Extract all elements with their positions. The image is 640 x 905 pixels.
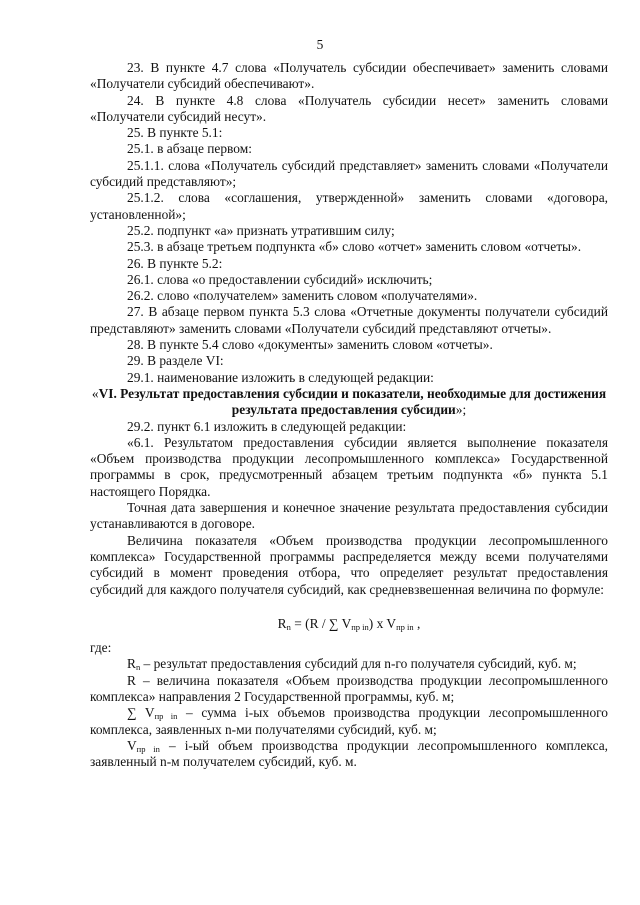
formula-lhs: R (277, 615, 287, 631)
definition-r (90, 673, 608, 706)
heading-open-quote: « (91, 385, 99, 401)
definition-text: – результат предоставления субсидий для n-го получателя субсидий, куб. м; (140, 656, 577, 672)
paragraph-6-1: «6.1. Результатом предоставления субсидии является выполнение показателя «Объем производства продукции лесопромышленного комплекса» Государственной программы в срок, предусмотренный абзацем третьим подпункта «б» пункта 5.1 настоящего Порядка. (90, 434, 608, 499)
paragraph-24: 24. В пункте 4.8 слова «Получатель субсидии несет» заменить словами «Получатели субсидий несут». (90, 92, 608, 124)
paragraph-25: 25. В пункте 5.1: (127, 125, 223, 141)
definition-symbol-sub: n (135, 662, 141, 673)
paragraph-29-1: 29.1. наименование изложить в следующей редакции: (127, 369, 434, 385)
definition-symbol: R (127, 672, 136, 688)
definition-rn (90, 656, 608, 672)
definition-symbol: ∑ V (127, 705, 155, 721)
formula-end: , (413, 615, 421, 631)
page-number: 5 (316, 37, 324, 52)
definition-sum-v (90, 705, 608, 738)
paragraph-25-1-2: 25.1.2. слова «соглашения, утвержденной» заменить словами «договора, установленной»; (90, 190, 608, 222)
definition-v (90, 738, 608, 771)
paragraph-29: 29. В разделе VI: (127, 353, 224, 369)
paragraph-25-1-1: 25.1.1. слова «Получатель субсидий представляет» заменить словами «Получатели субсидий представляют»; (90, 157, 608, 190)
paragraph-25-3: 25.3. в абзаце третьем подпункта «б» слово «отчет» заменить словом «отчеты». (127, 239, 582, 255)
definition-text: – i-ый объем производства продукции лесопромышленного комплекса, заявленный n-м получателем субсидий, куб. м. (90, 737, 608, 770)
definition-symbol: R (127, 656, 136, 672)
paragraph-indicator-value: Величина показателя «Объем производства продукции лесопромышленного комплекса» Государственной программы распределяется между всеми получателями субсидий в момент проведения отбора, что определяет результат предоставления субсидий для каждого получателя субсидий, как средневзвешенная величина по формуле: (90, 532, 608, 597)
document-body (90, 60, 608, 770)
paragraph-26-1: 26.1. слова «о предоставлении субсидий» исключить; (127, 271, 433, 287)
where-label: где: (90, 640, 112, 656)
formula (90, 616, 608, 632)
formula-sum-sub: пр in (351, 621, 369, 632)
paragraph-27: 27. В абзаце первом пункта 5.3 слова «Отчетные документы получатели субсидий представляют» заменить словами «Получатели субсидий представляют отчеты». (90, 304, 608, 336)
formula-multiplier: ) x V (368, 615, 397, 631)
definition-symbol-sub: пр in (154, 711, 178, 722)
formula-sum: = (R / ∑ V (290, 615, 352, 631)
definition-text: – величина показателя «Объем производства продукции лесопромышленного комплекса» направления 2 Государственной программы, куб. м; (90, 672, 608, 704)
definition-symbol-sub: пр in (136, 743, 160, 754)
paragraph-25-1: 25.1. в абзаце первом: (127, 141, 252, 157)
formula-multiplier-sub: пр in (396, 621, 414, 632)
paragraph-23: 23. В пункте 4.7 слова «Получатель субсидии обеспечивает» заменить словами «Получатели субсидий обеспечивают». (90, 60, 608, 92)
paragraph-26: 26. В пункте 5.2: (127, 255, 223, 271)
heading-title: VI. Результат предоставления субсидии и показатели, необходимые для достижения результата предоставления субсидии (98, 385, 607, 418)
formula-lhs-sub: n (286, 621, 291, 632)
paragraph-28: 28. В пункте 5.4 слово «документы» заменить словом «отчеты». (127, 337, 493, 353)
paragraph-25-2: 25.2. подпункт «а» признать утратившим силу; (127, 222, 395, 238)
paragraph-deadline: Точная дата завершения и конечное значение результата предоставления субсидии устанавливаются в договоре. (90, 500, 608, 532)
definition-text: – сумма i-ых объемов производства продукции лесопромышленного комплекса, заявленных n-ми получателями субсидий, куб. м; (90, 705, 608, 737)
definition-symbol: V (127, 737, 137, 753)
paragraph-26-2: 26.2. слово «получателем» заменить словом «получателями». (127, 288, 478, 304)
heading-close: »; (455, 402, 467, 418)
section-heading (90, 386, 608, 419)
paragraph-29-2: 29.2. пункт 6.1 изложить в следующей редакции: (127, 418, 407, 434)
